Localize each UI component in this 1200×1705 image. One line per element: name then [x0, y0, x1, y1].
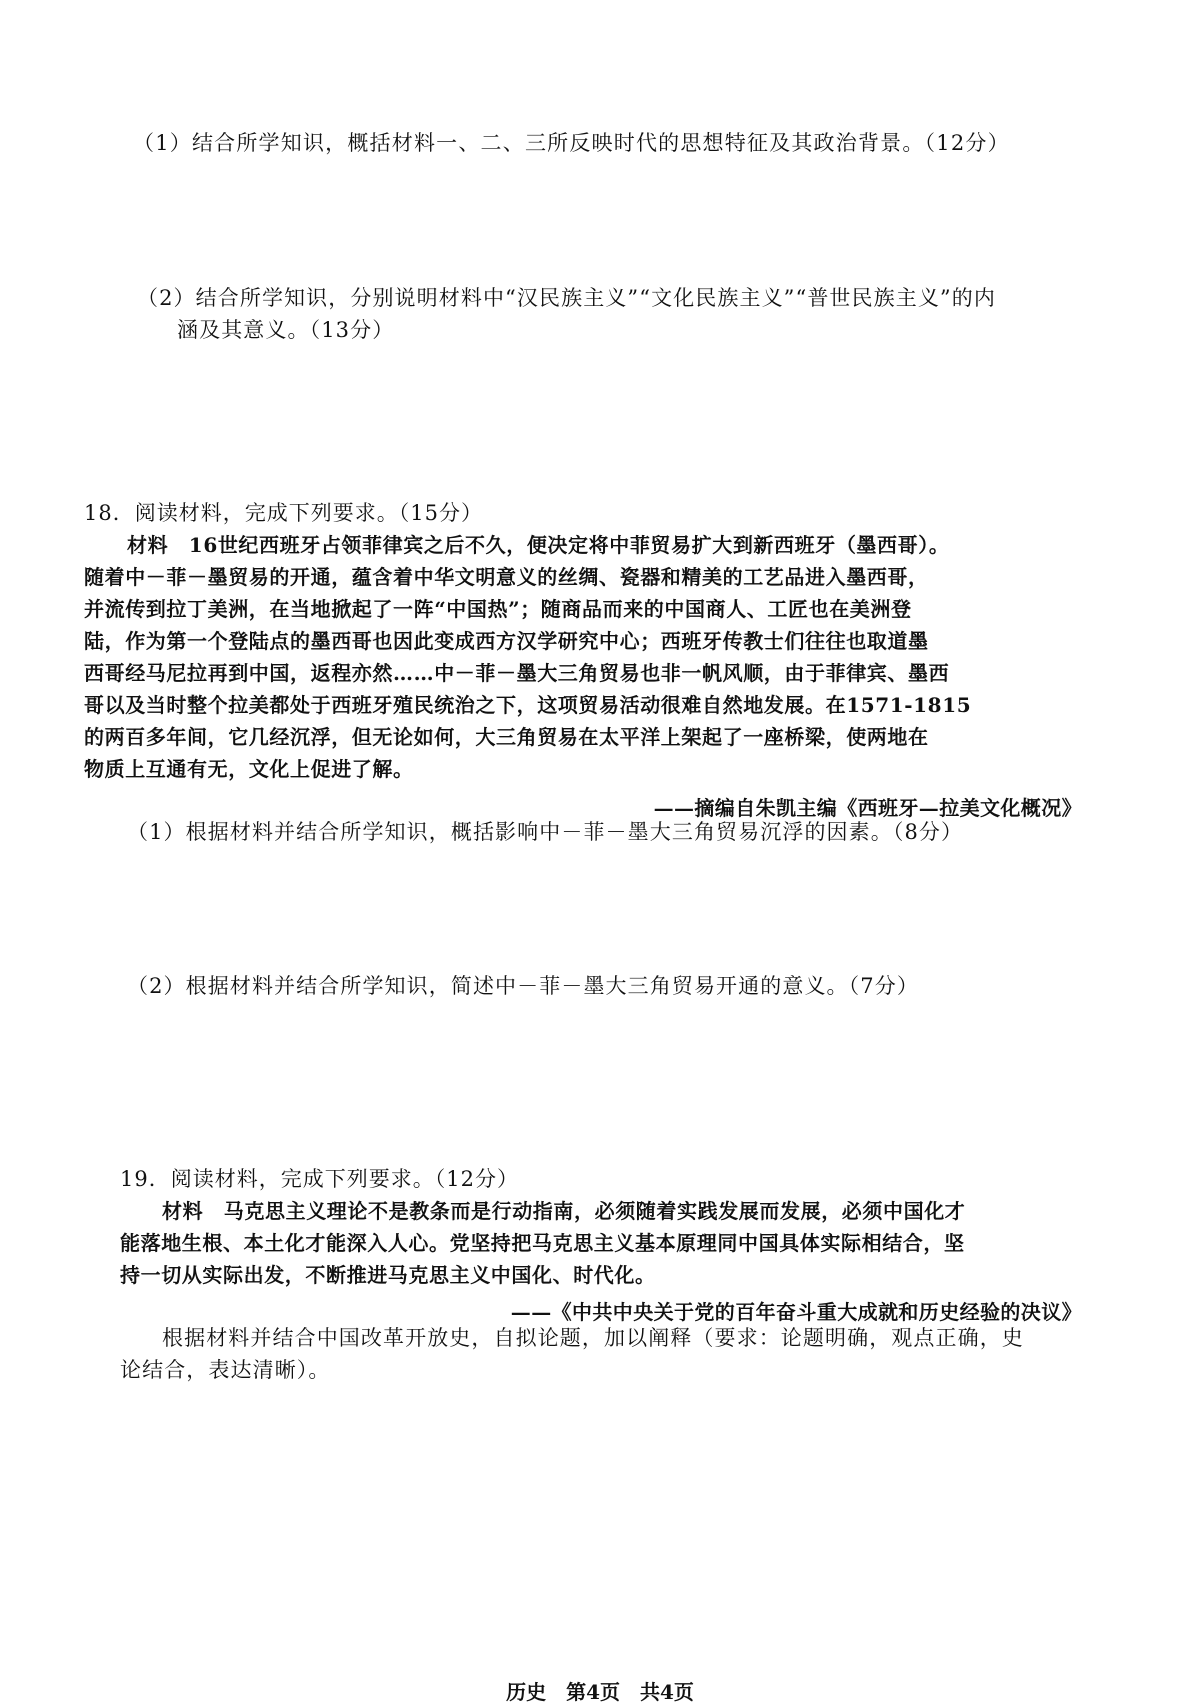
- q19-source: ——《中共中央关于党的百年奋斗重大成就和历史经验的决议》: [510, 1300, 1082, 1324]
- q19-material-line: 持一切从实际出发，不断推进马克思主义中国化、时代化。: [120, 1263, 656, 1287]
- q18-sub2: （2）根据材料并结合所学知识，简述中－菲－墨大三角贸易开通的意义。（7分）: [127, 974, 919, 998]
- page-footer: 历史 第4页 共4页: [506, 1680, 694, 1704]
- q18-material-line: 随着中－菲－墨贸易的开通，蕴含着中华文明意义的丝绸、瓷器和精美的工艺品进入墨西哥，: [84, 565, 929, 589]
- q19-task-line2: 论结合，表达清晰）。: [120, 1358, 331, 1382]
- q18-material-line: 哥以及当时整个拉美都处于西班牙殖民统治之下，这项贸易活动很难自然地发展。在1571-1815: [84, 693, 972, 717]
- q19-material-line: 材料 马克思主义理论不是教条而是行动指南，必须随着实践发展而发展，必须中国化才: [162, 1199, 966, 1223]
- q18-material-line: 的两百多年间，它几经沉浮，但无论如何，大三角贸易在太平洋上架起了一座桥梁，使两地在: [84, 725, 929, 749]
- q18-material-line: 并流传到拉丁美洲，在当地掀起了一阵“中国热”；随商品而来的中国商人、工匠也在美洲登: [84, 597, 912, 621]
- q18-sub1: （1）根据材料并结合所学知识，概括影响中－菲－墨大三角贸易沉浮的因素。（8分）: [127, 820, 964, 844]
- q19-task-line1: 根据材料并结合中国改革开放史，自拟论题，加以阐释（要求：论题明确，观点正确，史: [162, 1326, 1024, 1350]
- q18-material-line: 物质上互通有无，文化上促进了解。: [84, 757, 414, 781]
- q19-header: 19．阅读材料，完成下列要求。（12分）: [120, 1167, 519, 1191]
- q18-header: 18．阅读材料，完成下列要求。（15分）: [84, 501, 483, 525]
- q17-sub2-line1: （2）结合所学知识，分别说明材料中“汉民族主义”“文化民族主义”“普世民族主义”的内: [137, 286, 996, 310]
- q17-sub2-line2: 涵及其意义。（13分）: [177, 318, 395, 342]
- q17-sub1: （1）结合所学知识，概括材料一、二、三所反映时代的思想特征及其政治背景。（12分）: [133, 131, 1010, 155]
- q18-material-line: 西哥经马尼拉再到中国，返程亦然……中－菲－墨大三角贸易也非一帆风顺，由于菲律宾、墨西: [84, 661, 950, 685]
- q18-material-line: 陆，作为第一个登陆点的墨西哥也因此变成西方汉学研究中心；西班牙传教士们往往也取道墨: [84, 629, 929, 653]
- q18-source: ——摘编自朱凯主编《西班牙—拉美文化概况》: [653, 796, 1082, 820]
- q18-material-line: 材料 16世纪西班牙占领菲律宾之后不久，便决定将中菲贸易扩大到新西班牙（墨西哥）。: [127, 533, 950, 557]
- q19-material-line: 能落地生根、本土化才能深入人心。党坚持把马克思主义基本原理同中国具体实际相结合，坚: [120, 1231, 965, 1255]
